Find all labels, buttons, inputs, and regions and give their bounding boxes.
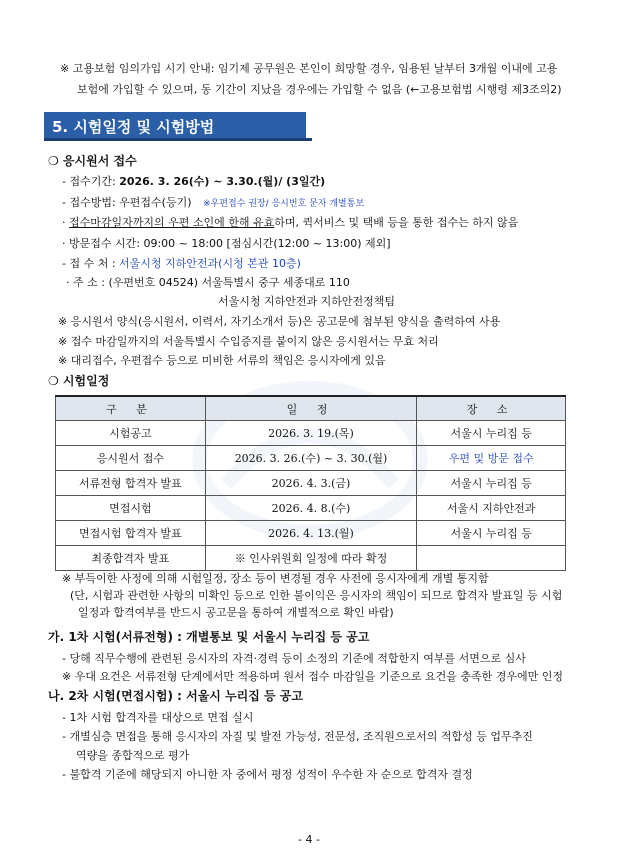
schedule-note-1: ※ 부득이한 사정에 의해 시험일정, 장소 등이 변경될 경우 사전에 응시자에게 개별 통지함: [62, 572, 489, 585]
schedule-note-2: (단, 시험과 관련한 사항의 미확인 등으로 인한 불이익은 응시자의 책임이 되므로 합격자 발표일 등 시험: [70, 589, 563, 602]
exam2-line-4: - 불합격 기준에 해당되지 아니한 자 중에서 평정 성적이 우수한 자 순으로 합격자 결정: [62, 768, 473, 781]
exam2-line-3: 역량을 종합적으로 평가: [76, 749, 190, 762]
application-period-label: - 접수기간:: [62, 175, 116, 188]
address-line-2: 서울시청 지하안전과 지하안전정책팀: [218, 295, 396, 308]
application-heading: ❍ 응시원서 접수: [48, 154, 137, 168]
header-category: 구 분: [56, 396, 206, 421]
section-header-underline: [44, 138, 312, 141]
row-place: 서울시 누리집 등: [417, 471, 566, 496]
application-note-1: ※ 응시원서 양식(응시원서, 이력서, 자기소개서 등)은 공고문에 첨부된 양식을 출력하여 사용: [58, 315, 501, 328]
schedule-header-row: [56, 396, 566, 421]
table-row: [56, 471, 566, 496]
application-period-value: 2026. 3. 26(수) ~ 3.30.(월)/ (3일간): [119, 175, 326, 188]
row-date: 2026. 4. 8.(수): [205, 496, 417, 521]
row-place: 서울시 누리집 등: [417, 421, 566, 446]
deadline-bullet: ·: [62, 216, 69, 229]
application-method: [62, 194, 364, 210]
row-date: 2026. 4. 3.(금): [205, 471, 417, 496]
row-item: 시험공고: [56, 421, 206, 446]
application-place-label: - 접 수 처 :: [62, 257, 116, 270]
row-date: ※ 인사위원회 일정에 따라 확정: [205, 546, 417, 571]
header-date: 일 정: [205, 396, 417, 421]
schedule-note-3: 일정과 합격여부를 반드시 공고문을 통하여 개별적으로 확인 바람): [78, 606, 394, 619]
row-item: 면접시험: [56, 496, 206, 521]
visit-time: · 방문접수 시간: 09:00 ~ 18:00 [점심시간(12:00 ~ 13:00) 제외]: [62, 237, 391, 250]
insurance-notice-line-1: ※ 고용보험 임의가입 시기 안내: 임기제 공무원은 본인이 희망할 경우, 임용된 날부터 3개월 이내에 고용: [60, 62, 558, 75]
row-date: 2026. 3. 19.(목): [205, 421, 417, 446]
application-note-2: ※ 접수 마감일까지의 서울특별시 수입증지를 붙이지 않은 응시원서는 무효 처리: [58, 335, 439, 348]
section-title: 5. 시험일정 및 시험방법: [52, 118, 215, 136]
application-place: [62, 255, 301, 271]
insurance-notice-line-2: 보험에 가입할 수 있으며, 동 기간이 지났을 경우에는 가입할 수 없음 (←고용보험법 시행령 제3조의2): [77, 83, 562, 96]
row-item: 최종합격자 발표: [56, 546, 206, 571]
deadline-rest: 하며, 퀵서비스 및 택배 등을 통한 접수는 하지 않음: [274, 216, 519, 229]
row-place: 우편 및 방문 접수: [417, 446, 566, 471]
exam2-line-1: - 1차 시험 합격자를 대상으로 면접 실시: [62, 711, 254, 724]
application-method-label: - 접수방법: 우편접수(등기): [62, 196, 192, 209]
table-row: [56, 546, 566, 571]
table-row: [56, 446, 566, 471]
application-note-3: ※ 대리접수, 우편접수 등으로 미비한 서류의 책임은 응시자에게 있음: [58, 354, 386, 367]
table-row: [56, 421, 566, 446]
row-place: [417, 546, 566, 571]
schedule-table: [55, 395, 566, 571]
exam1-line-2: ※ 우대 요건은 서류전형 단계에서만 적용하며 원서 접수 마감일을 기준으로 요건을 충족한 경우에만 인정: [62, 670, 563, 683]
row-item: 응시원서 접수: [56, 446, 206, 471]
exam1-line-1: - 당해 직무수행에 관련된 응시자의 자격·경력 등이 소정의 기준에 적합한지 여부를 서면으로 심사: [62, 652, 526, 665]
row-item: 서류전형 합격자 발표: [56, 471, 206, 496]
row-item: 면접시험 합격자 발표: [56, 521, 206, 546]
exam1-heading: 가. 1차 시험(서류전형) : 개별통보 및 서울시 누리집 등 공고: [48, 630, 370, 644]
table-row: [56, 496, 566, 521]
row-date: 2026. 3. 26.(수) ~ 3. 30.(월): [205, 446, 417, 471]
row-date: 2026. 4. 13.(월): [205, 521, 417, 546]
application-deadline: [62, 214, 518, 230]
address-line-1: · 주 소 : (우편번호 04524) 서울특별시 중구 세종대로 110: [66, 276, 350, 289]
row-place: 서울시 누리집 등: [417, 521, 566, 546]
deadline-underlined: 접수마감일자까지의 우편 소인에 한해 유효: [69, 216, 275, 229]
exam2-heading: 나. 2차 시험(면접시험) : 서울시 누리집 등 공고: [48, 689, 303, 703]
application-period: [62, 173, 325, 189]
row-place: 서울시 지하안전과: [417, 496, 566, 521]
application-method-note: ※우편접수 권장/ 응시번호 문자 개별통보: [203, 199, 365, 209]
page-number: - 4 -: [298, 833, 320, 846]
schedule-heading: ❍ 시험일정: [48, 374, 110, 388]
header-place: 장 소: [417, 396, 566, 421]
exam2-line-2: - 개별심층 면접을 통해 응시자의 자질 및 발전 가능성, 전문성, 조직원으로서의 적합성 등 업무추진: [62, 730, 533, 743]
table-row: [56, 521, 566, 546]
application-place-value: 서울시청 지하안전과(시청 본관 10층): [119, 257, 301, 270]
